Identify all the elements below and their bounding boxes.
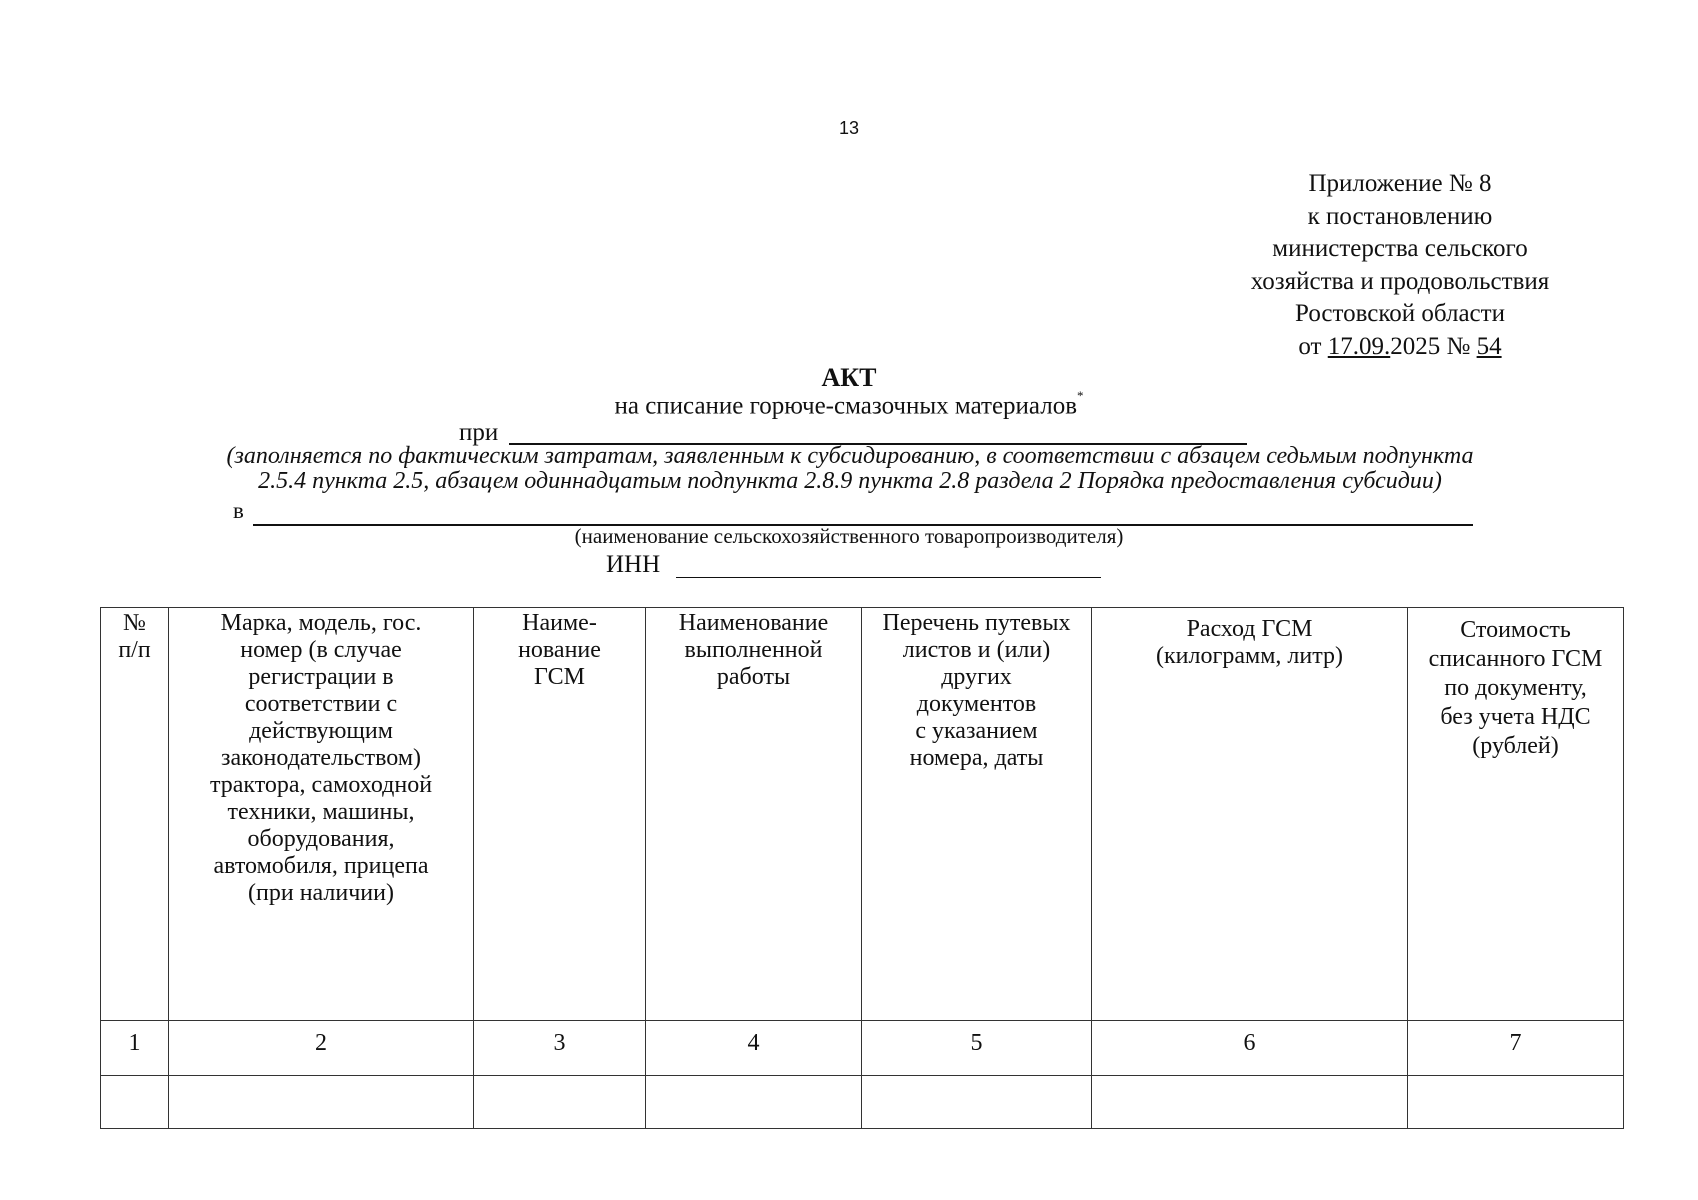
decree-number: 54: [1476, 332, 1502, 360]
empty-cell: [101, 1076, 169, 1129]
empty-cell: [169, 1076, 474, 1129]
appendix-line: Ростовской области: [1295, 300, 1505, 327]
header-cell: [862, 608, 1092, 1021]
header-text: Наиме- нование ГСМ: [518, 610, 601, 690]
column-number: 1: [101, 1021, 169, 1076]
appendix-line: министерства сельского: [1272, 235, 1528, 262]
decree-year: 2025 №: [1390, 332, 1477, 360]
column-number: 2: [169, 1021, 474, 1076]
inn-label: ИНН: [606, 551, 661, 578]
fuel-writeoff-table-wrap: [100, 607, 1624, 1129]
footnote-mark: *: [1077, 388, 1084, 403]
header-cell: [1408, 608, 1624, 1021]
table-header-row: [101, 608, 1624, 1021]
header-cell: [646, 608, 862, 1021]
document-subtitle: [0, 388, 1698, 420]
fuel-writeoff-table: [100, 607, 1624, 1129]
empty-cell: [474, 1076, 646, 1129]
header-cell: [474, 608, 646, 1021]
appendix-line: Приложение № 8: [1308, 170, 1492, 197]
table-row: [101, 1076, 1624, 1129]
header-text: Стоимость списанного ГСМ по документу, без учета НДС (рублей): [1428, 617, 1603, 759]
inn-fill-line: [676, 577, 1101, 578]
empty-cell: [1092, 1076, 1408, 1129]
header-cell: [101, 608, 169, 1021]
header-text: Расход ГСМ (килограмм, литр): [1156, 616, 1343, 669]
column-number: 5: [862, 1021, 1092, 1076]
column-number: 6: [1092, 1021, 1408, 1076]
column-number: 4: [646, 1021, 862, 1076]
page-number: 13: [838, 118, 860, 138]
header-text: Перечень путевых листов и (или) других документов с указанием номера, даты: [882, 610, 1071, 771]
pri-label: при: [459, 419, 499, 446]
document-title: АКТ: [821, 363, 877, 392]
empty-cell: [862, 1076, 1092, 1129]
appendix-date-line: [1210, 331, 1590, 364]
date-prefix: от: [1298, 332, 1328, 360]
fill-note-line: 2.5.4 пункта 2.5, абзацем одиннадцатым подпункта 2.8.9 пункта 2.8 раздела 2 Порядка предоставления субсидии): [258, 468, 1442, 494]
header-text: Наименование выполненной работы: [678, 610, 829, 690]
fill-note: [110, 444, 1590, 494]
empty-cell: [646, 1076, 862, 1129]
empty-cell: [1408, 1076, 1624, 1129]
column-number-row: [101, 1021, 1624, 1076]
v-label: в: [233, 498, 244, 523]
decree-date: 17.09.: [1327, 332, 1391, 360]
fill-note-line: (заполняется по фактическим затратам, заявленным к субсидированию, в соответствии с абзацем седьмым подпункта: [226, 443, 1474, 469]
column-number: 7: [1408, 1021, 1624, 1076]
producer-caption: (наименование сельскохозяйственного товаропроизводителя): [574, 524, 1124, 548]
appendix-block: [1210, 168, 1590, 363]
subtitle-text: на списание горюче-смазочных материалов: [614, 392, 1078, 420]
header-cell: [169, 608, 474, 1021]
header-text: № п/п: [118, 610, 151, 663]
appendix-line: к постановлению: [1307, 202, 1493, 230]
header-cell: [1092, 608, 1408, 1021]
header-text: Марка, модель, гос. номер (в случае регистрации в соответствии с действующим законодательством) трактора, самоходной техники, машины, оборудования, автомобиля, прицепа (при наличии): [209, 610, 433, 906]
appendix-line: хозяйства и продовольствия: [1250, 267, 1550, 295]
column-number: 3: [474, 1021, 646, 1076]
